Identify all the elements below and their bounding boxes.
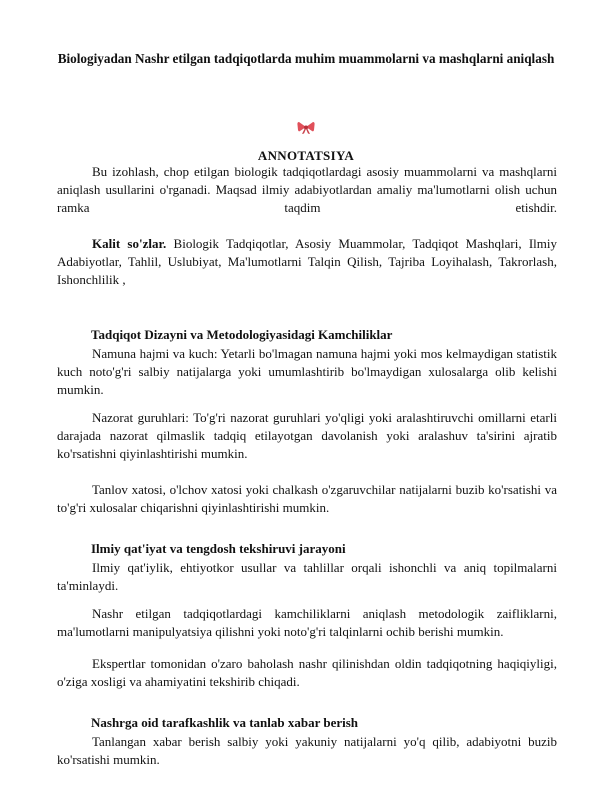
- annotation-heading: ANNOTATSIYA: [257, 148, 355, 163]
- paragraph-text: Namuna hajmi va kuch: Yetarli bo'lmagan namuna hajmi yoki mos kelmaydigan statistik kuch noto'g'ri salbiy natijalarga yoki umumlashtirib bo'lmaydigan xulosalarga olib kelishi mumkin.: [57, 346, 557, 397]
- section-paragraph: [57, 655, 557, 691]
- paragraph-text: Nashr etilgan tadqiqotlardagi kamchiliklarni aniqlash metodologik zaifliklarni, ma'lumotlarni manipulyatsiya qilishni yoki noto'g'ri talqinlarni ochib berishi mumkin.: [57, 606, 557, 639]
- ribbon-bow-icon: [0, 121, 612, 140]
- abstract-text: Bu izohlash, chop etilgan biologik tadqiqotlardagi asosiy muammolarni va mashqlarni aniqlash usullarini o'rganadi. Maqsad ilmiy adabiyotlardan amaliy ma'lumotlarni olish uchun ramka taqdim etishdir.: [57, 164, 557, 215]
- section-paragraph: [57, 345, 557, 399]
- document-title: Biologiyadan Nashr etilgan tadqiqotlarda muhim muammolarni va mashqlarni aniqlash: [57, 51, 555, 66]
- paragraph-text: Nazorat guruhlari: To'g'ri nazorat guruhlari yo'qligi yoki aralashtiruvchi omillarni etarli darajada nazorat qilmaslik tadqiq etilayotgan davolanish yoki aralashuv ta'sirini ajratib ko'rsatishni qiyinlashtirishi mumkin.: [57, 410, 557, 461]
- paragraph-text: Tanlangan xabar berish salbiy yoki yakuniy natijalarni yo'q qilib, adabiyotni buzib ko'rsatishi mumkin.: [57, 734, 557, 767]
- section-heading: Tadqiqot Dizayni va Metodologiyasidagi Kamchiliklar: [91, 327, 393, 342]
- paragraph-text: Ekspertlar tomonidan o'zaro baholash nashr qilinishdan oldin tadqiqotning haqiqiyligi, o'ziga xosligi va ahamiyatini tekshirib chiqadi.: [57, 656, 557, 689]
- keywords-label: Kalit so'zlar.: [92, 236, 167, 251]
- section-paragraph: [57, 605, 557, 641]
- abstract-paragraph: [57, 163, 557, 217]
- paragraph-text: Ilmiy qat'iylik, ehtiyotkor usullar va tahlillar orqali ishonchli va aniq topilmalarni ta'minlaydi.: [57, 560, 557, 593]
- section-paragraph: [57, 733, 557, 769]
- paragraph-text: Tanlov xatosi, o'lchov xatosi yoki chalkash o'zgaruvchilar natijalarni buzib ko'rsatishi va to'g'ri xulosalar chiqarishni qiyinlashtirishi mumkin.: [57, 482, 557, 515]
- section-paragraph: [57, 481, 557, 517]
- section-heading: Ilmiy qat'iyat va tengdosh tekshiruvi jarayoni: [91, 541, 346, 556]
- keywords-text: Biologik Tadqiqotlar, Asosiy Muammolar, Tadqiqot Mashqlari, Ilmiy Adabiyotlar, Tahlil, Uslubiyat, Ma'lumotlarni Talqin Qilish, Tajriba Loyihalash, Takrorlash, Ishonchlilik ,: [57, 236, 557, 287]
- section-heading: Nashrga oid tarafkashlik va tanlab xabar berish: [91, 715, 359, 730]
- section-paragraph: [57, 409, 557, 463]
- section-paragraph: [57, 559, 557, 595]
- keywords-paragraph: [57, 235, 557, 289]
